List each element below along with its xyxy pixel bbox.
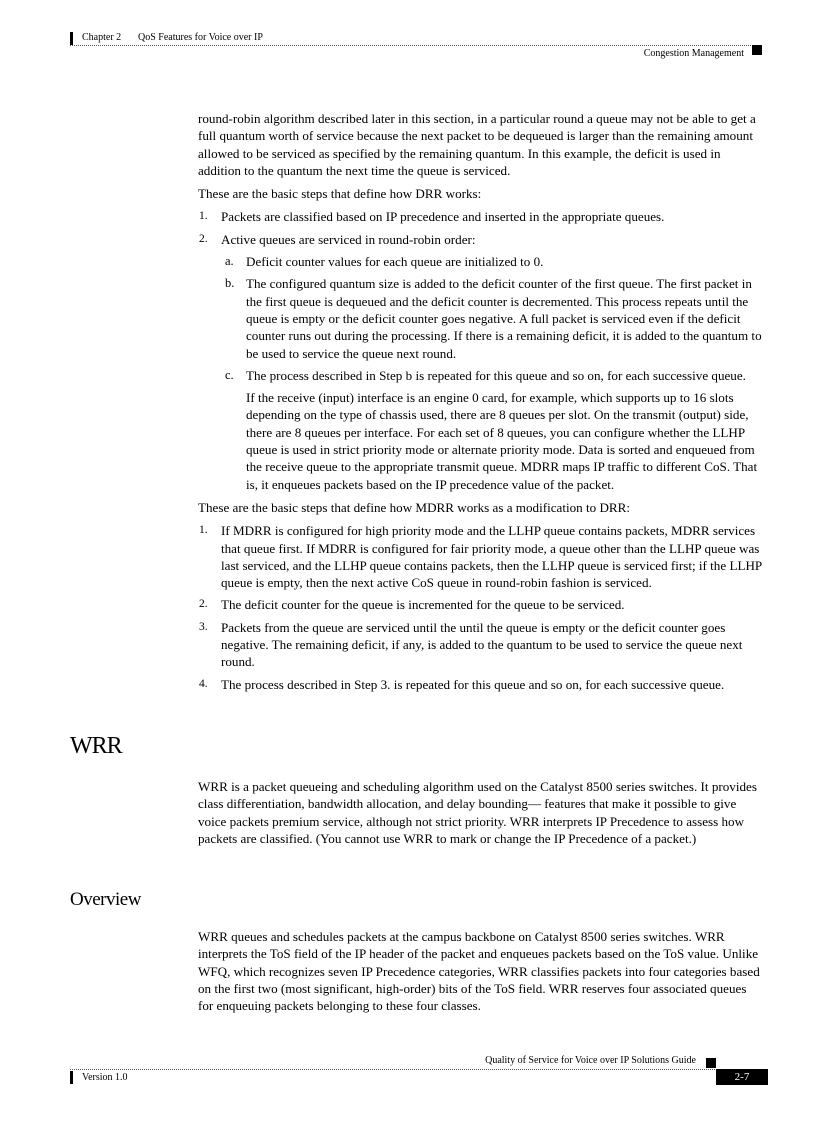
- list-letter: b.: [225, 276, 235, 291]
- list-item: [198, 619, 764, 671]
- list-number: 1.: [199, 210, 208, 223]
- wrr-heading: WRR: [70, 733, 122, 759]
- header-chapter-title: QoS Features for Voice over IP: [138, 32, 263, 43]
- mdrr-note-paragraph: If the receive (input) interface is an engine 0 card, for example, which supports up to 16 slots depending on the type of chassis used, there are 8 queues per slot. On the transmit (output) side, there are 8 queues per interface. For each set of 8 queues, you can configure whether the LLHP queue is used in strict priority mode or alternate priority mode. Data is sorted and enqueued from the receive queue to the appropriate transmit queue. MDRR maps IP traffic to different CoS. That is, it enqueues packets based on the IP precedence value of the packet.: [246, 390, 758, 492]
- list-item-text: The process described in Step 3. is repeated for this queue and so on, for each successive queue.: [221, 676, 725, 692]
- list-letter: a.: [225, 254, 234, 269]
- intro-paragraph: round-robin algorithm described later in this section, in a particular round a queue may not be able to get a full quantum worth of service because the next packet to be dequeued is larger than the remaining amount allowed to be serviced as specified by the remaining quantum. In this example, the deficit is used in addition to the quantum the next time the queue is serviced.: [198, 111, 756, 178]
- list-item: [198, 231, 764, 493]
- footer-square-marker: [706, 1058, 716, 1068]
- list-item-text: Packets are classified based on IP precedence and inserted in the appropriate queues.: [221, 209, 665, 225]
- header-square-marker: [752, 45, 762, 55]
- header-marker: [70, 32, 73, 45]
- drr-lead: These are the basic steps that define how DRR works:: [198, 186, 482, 202]
- sub-list-item: [221, 275, 764, 361]
- footer-guide-title: Quality of Service for Voice over IP Solutions Guide: [485, 1055, 696, 1066]
- header-chapter: Chapter 2: [82, 32, 122, 43]
- list-item-text: The deficit counter for the queue is incremented for the queue to be serviced.: [221, 597, 625, 613]
- sub-list-item-text: Deficit counter values for each queue are initialized to 0.: [246, 254, 544, 270]
- footer-version: Version 1.0: [82, 1072, 128, 1083]
- sub-list-item: [221, 253, 764, 270]
- list-item: [198, 676, 764, 693]
- page-number: 2-7: [716, 1069, 768, 1085]
- overview-heading: Overview: [70, 889, 141, 910]
- wrr-paragraph: WRR is a packet queueing and scheduling algorithm used on the Catalyst 8500 series switches. It provides class differentiation, bandwidth allocation, and delay bounding— features that make it possible to give voice packets premium service, although not strict priority. WRR interprets IP Precedence to assess how packets are classified. (You cannot use WRR to mark or change the IP Precedence of a packet.): [198, 779, 757, 846]
- list-number: 4.: [199, 677, 208, 690]
- drr-substeps-list: [221, 253, 764, 493]
- drr-steps-list: [198, 208, 764, 492]
- footer-rule: [70, 1069, 761, 1070]
- list-number: 2.: [199, 232, 208, 245]
- sub-list-item-text: The process described in Step b is repeated for this queue and so on, for each successive queue.: [246, 367, 746, 383]
- sub-list-item-text: The configured quantum size is added to the deficit counter of the first queue. The first packet in the first queue is dequeued and the deficit counter is decremented. This process repeats until the queue is empty or the deficit counter goes negative. A full packet is serviced even if the deficit counter runs out during the processing. If there is a remaining deficit, it is added to the quantum to be used to service the queue next round.: [246, 276, 762, 361]
- mdrr-lead: These are the basic steps that define how MDRR works as a modification to DRR:: [198, 499, 631, 515]
- list-number: 1.: [199, 524, 208, 537]
- overview-paragraph: WRR queues and schedules packets at the campus backbone on Catalyst 8500 series switches. WRR interprets the ToS field of the IP header of the packet and enqueues packets based on the ToS value. Unlike WFQ, which recognizes seven IP Precedence categories, WRR classifies packets into four categories based on the first two (most significant, high-order) bits of the ToS field. WRR reserves four associated queues for enqueuing packets belonging to these four classes.: [198, 929, 760, 1014]
- list-item-text: If MDRR is configured for high priority mode and the LLHP queue contains packets, MDRR services that queue first. If MDRR is configured for fair priority mode, a queue other than the LLHP queue was last serviced, and the LLHP queue contains packets, then the LLHP queue is serviced first; if the LLHP queue is empty, then the next active CoS queue in round-robin fashion is serviced.: [221, 523, 762, 591]
- footer-marker: [70, 1071, 73, 1084]
- list-item: [198, 522, 764, 591]
- list-item-text: Active queues are serviced in round-robin order:: [221, 231, 476, 247]
- list-number: 2.: [199, 598, 208, 611]
- sub-list-item: [221, 367, 764, 384]
- list-item: [198, 596, 764, 613]
- list-number: 3.: [199, 620, 208, 633]
- mdrr-steps-list: [198, 522, 764, 693]
- header-rule: [70, 45, 761, 46]
- list-letter: c.: [225, 367, 234, 382]
- header-section-title: Congestion Management: [643, 48, 744, 59]
- body-text: [198, 110, 764, 699]
- list-item: [198, 208, 764, 225]
- list-item-text: Packets from the queue are serviced until the until the queue is empty or the deficit counter goes negative. The remaining deficit, if any, is added to the quantum to be used to service the queue next round.: [221, 619, 743, 670]
